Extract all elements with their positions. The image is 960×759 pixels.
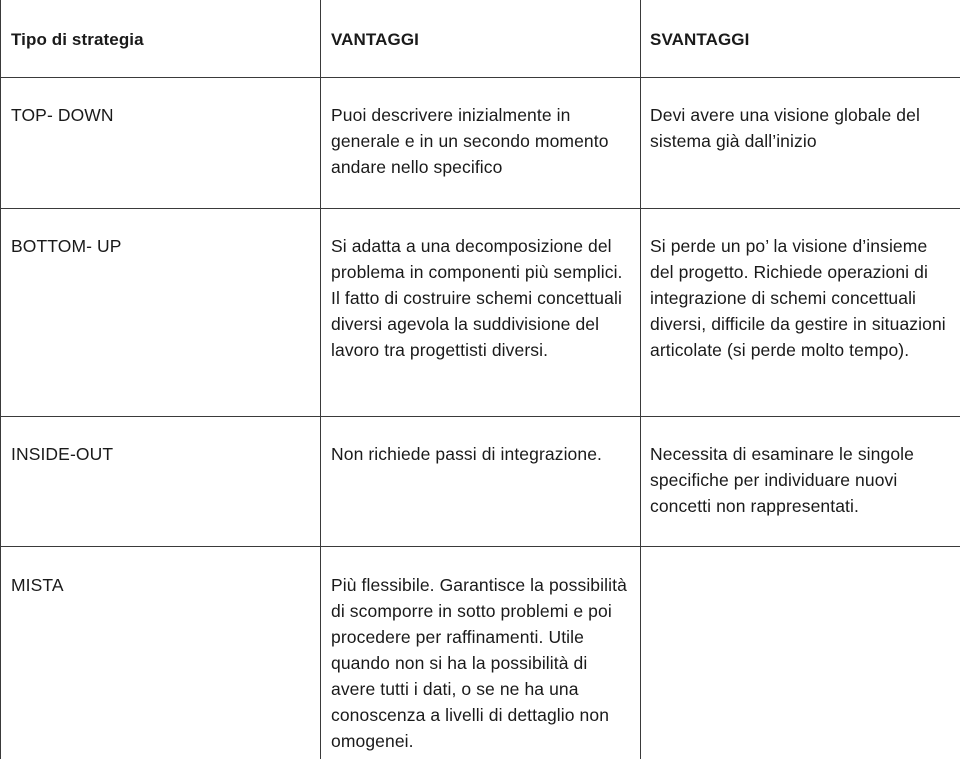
- disadvantages-text: Si perde un po’ la visione d’insieme del progetto. Richiede operazioni di integrazione di schemi concettuali diversi, difficile da gestire in situazioni articolate (si perde molto tempo).: [641, 209, 960, 363]
- strategy-name: BOTTOM- UP: [1, 209, 320, 259]
- disadvantages-text: Necessita di esaminare le singole specifiche per individuare nuovi concetti non rappresentati.: [641, 417, 960, 519]
- disadvantages-cell: [641, 209, 960, 417]
- header-cell-advantages: [321, 0, 641, 78]
- advantages-text: Non richiede passi di integrazione.: [321, 417, 640, 467]
- header-cell-strategy: [1, 0, 321, 78]
- advantages-cell: [321, 209, 641, 417]
- disadvantages-cell: [641, 417, 960, 547]
- table-row: [1, 547, 960, 759]
- strategy-cell: [1, 547, 321, 759]
- disadvantages-text: Devi avere una visione globale del sistema già dall’inizio: [641, 78, 960, 154]
- header-cell-disadvantages: [641, 0, 960, 78]
- table-row: [1, 78, 960, 209]
- table-row: [1, 417, 960, 547]
- table-header-row: [1, 0, 960, 78]
- advantages-text: Si adatta a una decomposizione del problema in componenti più semplici. Il fatto di costruire schemi concettuali diversi agevola la suddivisione del lavoro tra progettisti diversi.: [321, 209, 640, 363]
- header-advantages-label: VANTAGGI: [321, 0, 640, 53]
- advantages-cell: [321, 547, 641, 759]
- strategy-name: MISTA: [1, 547, 320, 598]
- strategy-cell: [1, 78, 321, 209]
- header-disadvantages-label: SVANTAGGI: [641, 0, 960, 53]
- table-row: [1, 209, 960, 417]
- advantages-cell: [321, 78, 641, 209]
- strategy-name: INSIDE-OUT: [1, 417, 320, 467]
- advantages-text: Più flessibile. Garantisce la possibilità di scomporre in sotto problemi e poi procedere per raffinamenti. Utile quando non si ha la possibilità di avere tutti i dati, o se ne ha una conoscenza a livelli di dettaglio non omogenei.: [321, 547, 640, 754]
- strategy-cell: [1, 417, 321, 547]
- advantages-cell: [321, 417, 641, 547]
- strategy-name: TOP- DOWN: [1, 78, 320, 128]
- disadvantages-cell: [641, 78, 960, 209]
- disadvantages-text: [641, 547, 960, 572]
- advantages-text: Puoi descrivere inizialmente in generale e in un secondo momento andare nello specifico: [321, 78, 640, 180]
- header-strategy-label: Tipo di strategia: [1, 0, 320, 53]
- strategy-cell: [1, 209, 321, 417]
- disadvantages-cell: [641, 547, 960, 759]
